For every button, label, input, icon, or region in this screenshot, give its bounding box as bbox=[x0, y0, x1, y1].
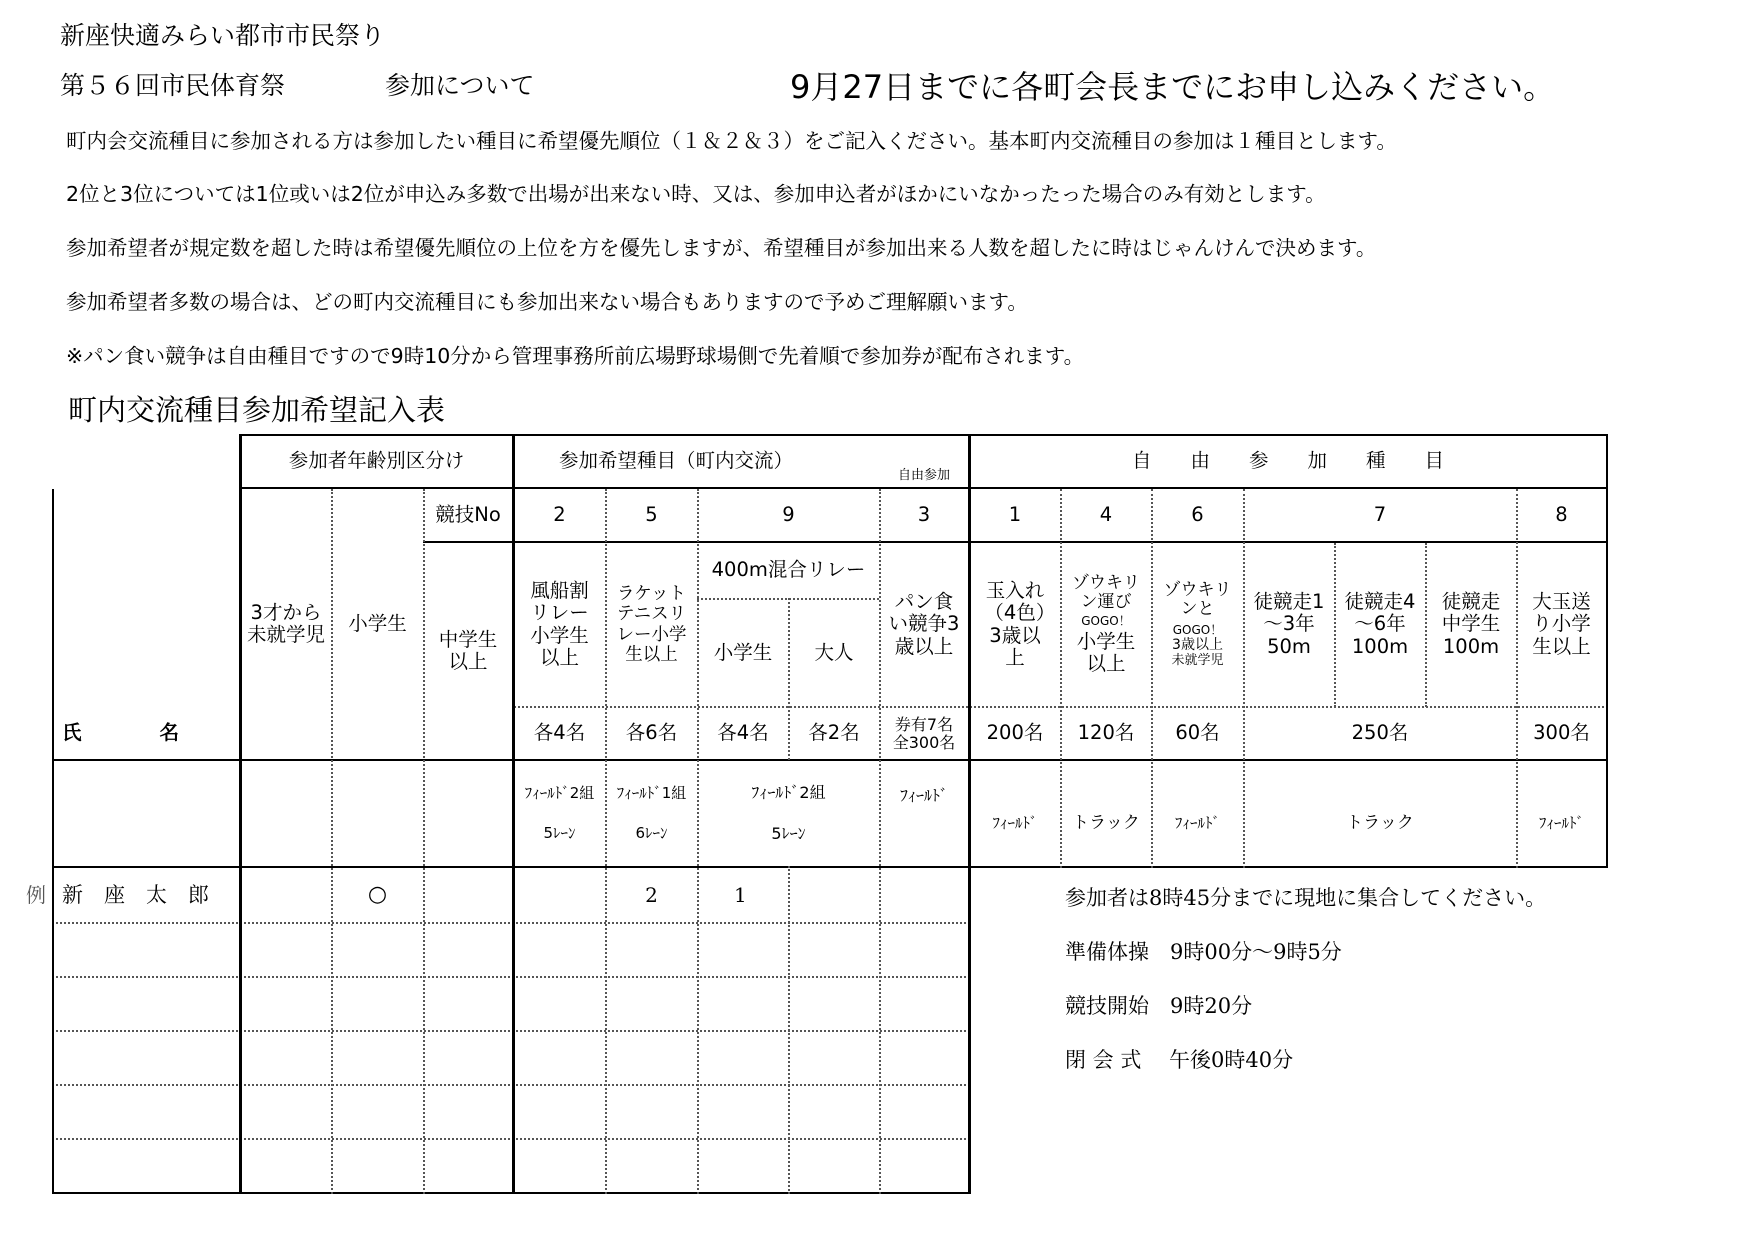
venue-racket-lanes: 6ﾚｰﾝ bbox=[635, 823, 668, 842]
event-no-footrace: 7 bbox=[1373, 502, 1387, 526]
capacity-bread: 券有7名全300名 bbox=[892, 714, 956, 752]
event-no-zoukin1: 4 bbox=[1099, 502, 1113, 526]
note-3: 参加希望者が規定数を超した時は希望優先順位の上位を方を優先しますが、希望種目が参加出来る人数を超したに時はじゃんけんで決めます。 bbox=[66, 236, 1377, 260]
zoukin2-gogo: GOGO！ bbox=[1172, 622, 1223, 637]
event-no-racket: 5 bbox=[645, 502, 658, 526]
venue-racket bbox=[606, 761, 697, 866]
event-no-zoukin2: 6 bbox=[1191, 502, 1204, 526]
age-col-junior-high-up: 中学生以上 bbox=[438, 627, 498, 673]
age-col-preschool: 3才から未就学児 bbox=[247, 600, 326, 646]
zoukin2-age: 3歳以上 bbox=[1172, 637, 1223, 654]
event-footrace-junior: 徒競走中学生100m bbox=[1441, 589, 1501, 658]
example-mark: 例 bbox=[26, 882, 46, 907]
zoukin1-gogo: GOGO！ bbox=[1081, 613, 1131, 628]
event-no-balloon: 2 bbox=[553, 502, 566, 526]
example-relay-rank: 1 bbox=[734, 882, 747, 907]
info-assembly: 参加者は8時45分までに現地に集合してください。 bbox=[1065, 886, 1547, 910]
example-racket-rank: 2 bbox=[645, 882, 658, 907]
venue-relay-lanes: 5ﾚｰﾝ bbox=[771, 823, 806, 843]
venue-ball: ﾌｨｰﾙﾄﾞ bbox=[1538, 813, 1584, 832]
venue-racket-field: ﾌｨｰﾙﾄﾞ1組 bbox=[616, 784, 687, 803]
event-number-label: 競技No bbox=[435, 502, 501, 526]
age-group-header: 参加者年齢別区分け bbox=[288, 449, 465, 473]
capacity-relay-child: 各4名 bbox=[717, 721, 769, 745]
event-zoukin-to bbox=[1152, 543, 1243, 706]
venue-balloon-field: ﾌｨｰﾙﾄﾞ2組 bbox=[524, 784, 595, 803]
relay-adult-col: 大人 bbox=[814, 640, 854, 664]
zoukin2-target: 未就学児 bbox=[1171, 652, 1224, 668]
relay-child-col: 小学生 bbox=[713, 640, 773, 664]
event-tamaire: 玉入れ（4色）3歳以上 bbox=[984, 578, 1046, 669]
age-col-elementary: 小学生 bbox=[348, 611, 407, 635]
capacity-zoukin1: 120名 bbox=[1077, 721, 1135, 745]
event-title: 第５６回市民体育祭 bbox=[60, 71, 286, 100]
zoukin2-title: ゾウキリンと bbox=[1163, 579, 1232, 620]
event-balloon-relay: 風船割リレー小学生以上 bbox=[530, 578, 589, 669]
event-no-bread: 3 bbox=[917, 502, 931, 526]
deadline-notice: 9月27日までに各町会長までにお申し込みください。 bbox=[790, 68, 1556, 106]
entry-row[interactable] bbox=[54, 1140, 968, 1192]
venue-footrace: トラック bbox=[1346, 812, 1414, 833]
zoukin1-title: ゾウキリン運び bbox=[1072, 572, 1140, 613]
name-header bbox=[62, 708, 234, 759]
entry-event-header: 参加希望種目（町内交流） bbox=[559, 449, 794, 473]
entry-row[interactable] bbox=[54, 1086, 968, 1138]
event-no-tamaire: 1 bbox=[1008, 502, 1022, 526]
venue-relay bbox=[698, 761, 879, 866]
entry-row[interactable] bbox=[54, 1032, 968, 1084]
example-name: 新 座 太 郎 bbox=[62, 882, 209, 907]
event-footrace-1-3: 徒競走1～3年50m bbox=[1253, 589, 1325, 658]
festival-title: 新座快適みらい都市市民祭り bbox=[60, 21, 386, 50]
event-racket-relay: ラケットテニスリレー小学生以上 bbox=[616, 584, 687, 665]
event-bread-race: パン食い競争3歳以上 bbox=[888, 589, 960, 658]
event-no-ball: 8 bbox=[1555, 502, 1568, 526]
note-1: 町内会交流種目に参加される方は参加したい種目に希望優先順位（１＆２＆３）をご記入ください。基本町内交流種目の参加は１種目とします。 bbox=[66, 129, 1397, 153]
event-400m-relay: 400m混合リレー bbox=[711, 558, 866, 582]
capacity-racket: 各6名 bbox=[625, 721, 678, 745]
name-header-label: 氏 名 bbox=[62, 721, 180, 745]
free-event-header: 自 由 参 加 種 目 bbox=[1131, 449, 1444, 473]
info-closing: 閉 会 式 午後0時40分 bbox=[1065, 1048, 1294, 1072]
note-2: 2位と3位については1位或いは2位が申込み多数で出場が出来ない時、又は、参加申込者がほかにいなかったった場合のみ有効とします。 bbox=[66, 182, 1326, 206]
note-4: 参加希望者多数の場合は、どの町内交流種目にも参加出来ない場合もありますので予めご理解願います。 bbox=[66, 290, 1028, 314]
venue-zoukin1: トラック bbox=[1072, 812, 1140, 833]
event-big-ball: 大玉送り小学生以上 bbox=[1532, 589, 1591, 658]
venue-zoukin2: ﾌｨｰﾙﾄﾞ bbox=[1174, 813, 1220, 832]
venue-balloon bbox=[514, 761, 605, 866]
event-zoukin-hakobi bbox=[1061, 543, 1151, 706]
capacity-ball: 300名 bbox=[1533, 721, 1590, 745]
about-label: 参加について bbox=[385, 71, 535, 100]
note-5: ※パン食い競争は自由種目ですので9時10分から管理事務所前広場野球場側で先着順で参加券が配布されます。 bbox=[66, 344, 1085, 368]
venue-bread: ﾌｨｰﾙﾄﾞ bbox=[899, 785, 948, 805]
zoukin1-target: 小学生以上 bbox=[1076, 629, 1136, 675]
table-title: 町内交流種目参加希望記入表 bbox=[68, 393, 446, 427]
capacity-balloon: 各4名 bbox=[533, 721, 586, 745]
capacity-zoukin2: 60名 bbox=[1175, 721, 1220, 745]
venue-tamaire: ﾌｨｰﾙﾄﾞ bbox=[992, 813, 1038, 832]
free-entry-small-label: 自由参加 bbox=[897, 467, 950, 483]
entry-row[interactable] bbox=[54, 978, 968, 1030]
info-warmup: 準備体操 9時00分～9時5分 bbox=[1065, 940, 1342, 964]
capacity-tamaire: 200名 bbox=[986, 721, 1044, 745]
example-child-mark: ○ bbox=[367, 882, 388, 908]
info-start: 競技開始 9時20分 bbox=[1065, 994, 1253, 1018]
event-no-relay: 9 bbox=[782, 502, 795, 526]
event-footrace-4-6: 徒競走4～6年100m bbox=[1344, 589, 1416, 658]
entry-row[interactable] bbox=[54, 924, 968, 976]
capacity-relay-adult: 各2名 bbox=[808, 721, 860, 745]
venue-balloon-lanes: 5ﾚｰﾝ bbox=[543, 823, 576, 842]
capacity-footrace: 250名 bbox=[1351, 721, 1409, 745]
venue-relay-field: ﾌｨｰﾙﾄﾞ2組 bbox=[751, 783, 826, 803]
